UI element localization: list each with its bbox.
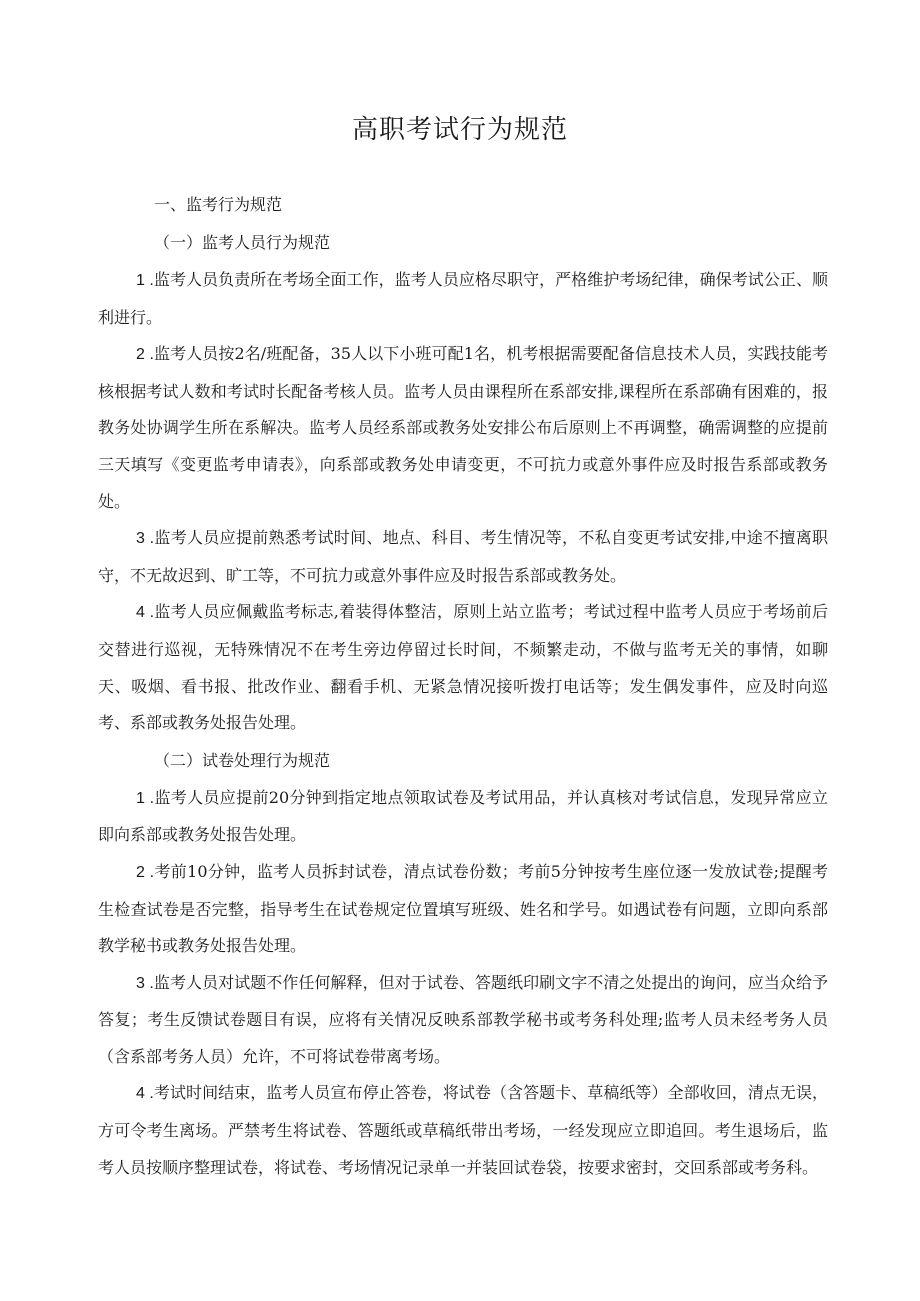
paragraph-text: 监考人员应佩戴监考标志,着装得体整洁，原则上站立监考；考试过程中监考人员应于考场前后交替进行巡视，无特殊情况不在考生旁边停留过长时间，不频繁走动，不做与监考无关的事情，如聊天、吸烟、看书报、批改作业、翻看手机、无紧急情况接听拨打电话等；发生偶发事件，应及时向巡考、系部或教务处报告处理。 [98, 602, 829, 733]
item-number: 2 [136, 863, 145, 881]
paragraph-text: 监考人员按2名/班配备，35人以下小班可配1名，机考根据需要配备信息技术人员，实践技能考核根据考试人数和考试时长配备考核人员。监考人员由课程所在系部安排,课程所在系部确有困难的，报教务处协调学生所在系解决。监考人员经系部或教务处安排公布后原则上不再调整，确需调整的应提前三天填写《变更监考申请表》，向系部或教务处申请变更，不可抗力或意外事件应及时报告系部或教务处。 [98, 344, 828, 511]
paragraph-text: 考前10分钟，监考人员拆封试卷，清点试卷份数；考前5分钟按考生座位逐一发放试卷;提醒考生检查试卷是否完整，指导考生在试卷规定位置填写班级、姓名和学号。如遇试卷有问题，立即向系部教学秘书或教务处报告处理。 [98, 861, 829, 956]
paragraph: 3 .监考人员对试题不作任何解释，但对于试卷、答题纸印刷文字不清之处提出的询问，应当众给予答复；考生反馈试卷题目有误，应将有关情况反映系部教学秘书或考务科处理;监考人员未经考务人员（含系部考务人员）允许，不可将试卷带离考场。 [98, 972, 828, 1066]
paragraph-text: 监考人员应提前20分钟到指定地点领取试卷及考试用品，并认真核对考试信息，发现异常应立即向系部或教务处报告处理。 [98, 787, 829, 845]
paragraph-text: 监考人员负责所在考场全面工作，监考人员应格尽职守，严格维护考场纪律，确保考试公正、顺利进行。 [98, 270, 828, 327]
item-number: 1 [136, 789, 145, 807]
paragraph: 2 .监考人员按2名/班配备，35人以下小班可配1名，机考根据需要配备信息技术人员，实践技能考核根据考试人数和考试时长配备考核人员。监考人员由课程所在系部安排,课程所在系部确有困难的，报教务处协调学生所在系解决。监考人员经系部或教务处安排公布后原则上不再调整，确需调整的应提前三天填写《变更监考申请表》，向系部或教务处申请变更，不可抗力或意外事件应及时报告系部或教务处。 [98, 344, 828, 511]
item-number: 3 [136, 974, 145, 992]
paragraph: 2 .考前10分钟，监考人员拆封试卷，清点试卷份数；考前5分钟按考生座位逐一发放试卷;提醒考生检查试卷是否完整，指导考生在试卷规定位置填写班级、姓名和学号。如遇试卷有问题，立即向系部教学秘书或教务处报告处理。 [98, 861, 829, 956]
item-number: 4 [136, 604, 145, 622]
item-number: 1 [136, 272, 145, 289]
document-body [98, 186, 828, 1186]
item-number: 4 [136, 1085, 145, 1103]
section-heading: 一、监考行为规范 [154, 195, 283, 214]
document-title: 高职考试行为规范 [351, 115, 568, 145]
paragraph: 1 .监考人员应提前20分钟到指定地点领取试卷及考试用品，并认真核对考试信息，发现异常应立即向系部或教务处报告处理。 [98, 787, 829, 845]
paragraph: 4 .监考人员应佩戴监考标志,着装得体整洁，原则上站立监考；考试过程中监考人员应于考场前后交替进行巡视，无特殊情况不在考生旁边停留过长时间，不频繁走动，不做与监考无关的事情，如聊天、吸烟、看书报、批改作业、翻看手机、无紧急情况接听拨打电话等；发生偶发事件，应及时向巡考、系部或教务处报告处理。 [98, 602, 829, 733]
item-number: 2 [136, 346, 145, 364]
subsection-heading: （二）试卷处理行为规范 [154, 750, 331, 770]
paragraph: 4 .考试时间结束，监考人员宣布停止答卷，将试卷（含答题卡、草稿纸等）全部收回，清点无误，方可令考生离场。严禁考生将试卷、答题纸或草稿纸带出考场，一经发现应立即追回。考生退场后，监考人员按顺序整理试卷，将试卷、考场情况记录单一并装回试卷袋，按要求密封，交回系部或考务科。 [98, 1083, 828, 1177]
paragraph-text: 监考人员应提前熟悉考试时间、地点、科目、考生情况等，不私自变更考试安排,中途不擅离职守，不无故迟到、旷工等，不可抗力或意外事件应及时报告系部或教务处。 [98, 528, 829, 585]
paragraph: 1 .监考人员负责所在考场全面工作，监考人员应格尽职守，严格维护考场纪律，确保考试公正、顺利进行。 [98, 270, 828, 327]
paragraph: 3 .监考人员应提前熟悉考试时间、地点、科目、考生情况等，不私自变更考试安排,中途不擅离职守，不无故迟到、旷工等，不可抗力或意外事件应及时报告系部或教务处。 [98, 528, 829, 585]
paragraph-text: 监考人员对试题不作任何解释，但对于试卷、答题纸印刷文字不清之处提出的询问，应当众给予答复；考生反馈试卷题目有误，应将有关情况反映系部教学秘书或考务科处理;监考人员未经考务人员（含系部考务人员）允许，不可将试卷带离考场。 [98, 972, 828, 1066]
item-number: 3 [136, 530, 145, 548]
paragraph-text: 考试时间结束，监考人员宣布停止答卷，将试卷（含答题卡、草稿纸等）全部收回，清点无误，方可令考生离场。严禁考生将试卷、答题纸或草稿纸带出考场，一经发现应立即追回。考生退场后，监考人员按顺序整理试卷，将试卷、考场情况记录单一并装回试卷袋，按要求密封，交回系部或考务科。 [98, 1083, 828, 1177]
subsection-heading: （一）监考人员行为规范 [154, 233, 331, 252]
